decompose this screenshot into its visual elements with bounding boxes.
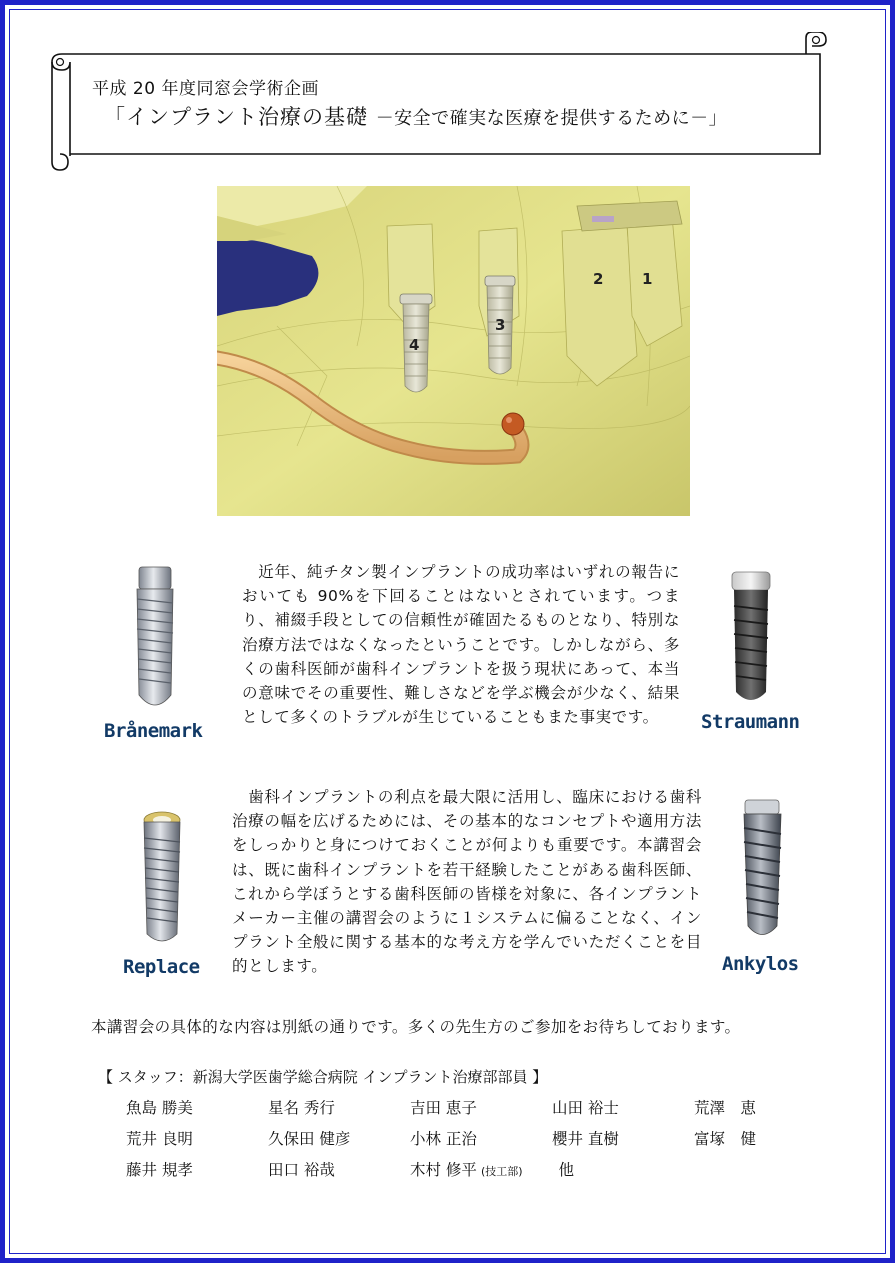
brand-straumann: Straumann <box>701 711 800 733</box>
ankylos-implant-image <box>735 798 790 947</box>
brand-branemark: Brånemark <box>104 720 203 742</box>
figure-label-1: 1 <box>642 270 653 288</box>
title-main: 「インプラント治療の基礎 <box>104 105 368 129</box>
title-subheading: 平成 20 年度同窓会学術企画 <box>92 79 319 99</box>
title-sub: －安全で確実な医療を提供するために－」 <box>375 108 728 129</box>
staff-member: 木村 修平 <box>410 1161 477 1179</box>
replace-implant-image <box>137 808 187 952</box>
staff-member: 藤井 規孝 <box>126 1161 193 1179</box>
staff-member-with-note <box>410 1158 575 1180</box>
closing-text: 本講習会の具体的な内容は別紙の通りです。多くの先生方のご参加をお待ちしております。 <box>91 1018 741 1036</box>
staff-member: 富塚 健 <box>694 1130 757 1148</box>
title-heading <box>104 101 727 131</box>
staff-etc: 他 <box>558 1161 575 1179</box>
staff-note: (技工部) <box>480 1165 523 1178</box>
brand-ankylos: Ankylos <box>722 953 799 975</box>
staff-member: 荒井 良明 <box>126 1130 193 1148</box>
figure-label-2: 2 <box>593 270 604 288</box>
staff-member: 山田 裕士 <box>552 1099 619 1117</box>
staff-member: 小林 正治 <box>410 1130 477 1148</box>
staff-member: 吉田 恵子 <box>410 1099 477 1117</box>
branemark-implant-image <box>125 565 185 719</box>
brand-replace: Replace <box>123 956 200 978</box>
implant-planning-figure <box>217 186 690 516</box>
staff-heading: 【 スタッフ：新潟大学医歯学総合病院 インプラント治療部部員 】 <box>98 1068 548 1086</box>
staff-member: 星名 秀行 <box>268 1099 335 1117</box>
figure-label-3: 3 <box>495 316 506 334</box>
staff-member: 田口 裕哉 <box>268 1161 335 1179</box>
purpose-paragraph: 歯科インプラントの利点を最大限に活用し、臨床における歯科治療の幅を広げるためには、その基本的なコンセプトや適用方法をしっかりと身につけておくことが何よりも重要です。本講習会は、既に歯科インプラントを若干経験したことがある歯科医師、これから学ぼうとする歯科医師の皆様を対象に、各インプラントメーカー主催の講習会のように１システムに偏ることなく、インプラント全般に関する基本的な考え方を学んでいただくことを目的とします。 <box>232 788 702 976</box>
figure-label-4: 4 <box>409 336 420 354</box>
staff-member: 魚島 勝美 <box>126 1099 193 1117</box>
staff-member: 荒澤 恵 <box>694 1099 757 1117</box>
staff-list <box>126 1096 806 1180</box>
staff-member: 櫻井 直樹 <box>552 1130 619 1148</box>
intro-paragraph: 近年、純チタン製インプラントの成功率はいずれの報告においても 90%を下回ることはないとされています。つまり、補綴手段としての信頼性が確固たるものとなり、特別な治療方法ではなくなったということです。しかしながら、多くの歯科医師が歯科インプラントを扱う現状にあって、本当の意味でその重要性、難しさなどを学ぶ機会が少なく、結果として多くのトラブルが生じていることもまた事実です。 <box>242 563 680 727</box>
straumann-implant-image <box>726 568 776 712</box>
staff-member: 久保田 健彦 <box>268 1130 351 1148</box>
